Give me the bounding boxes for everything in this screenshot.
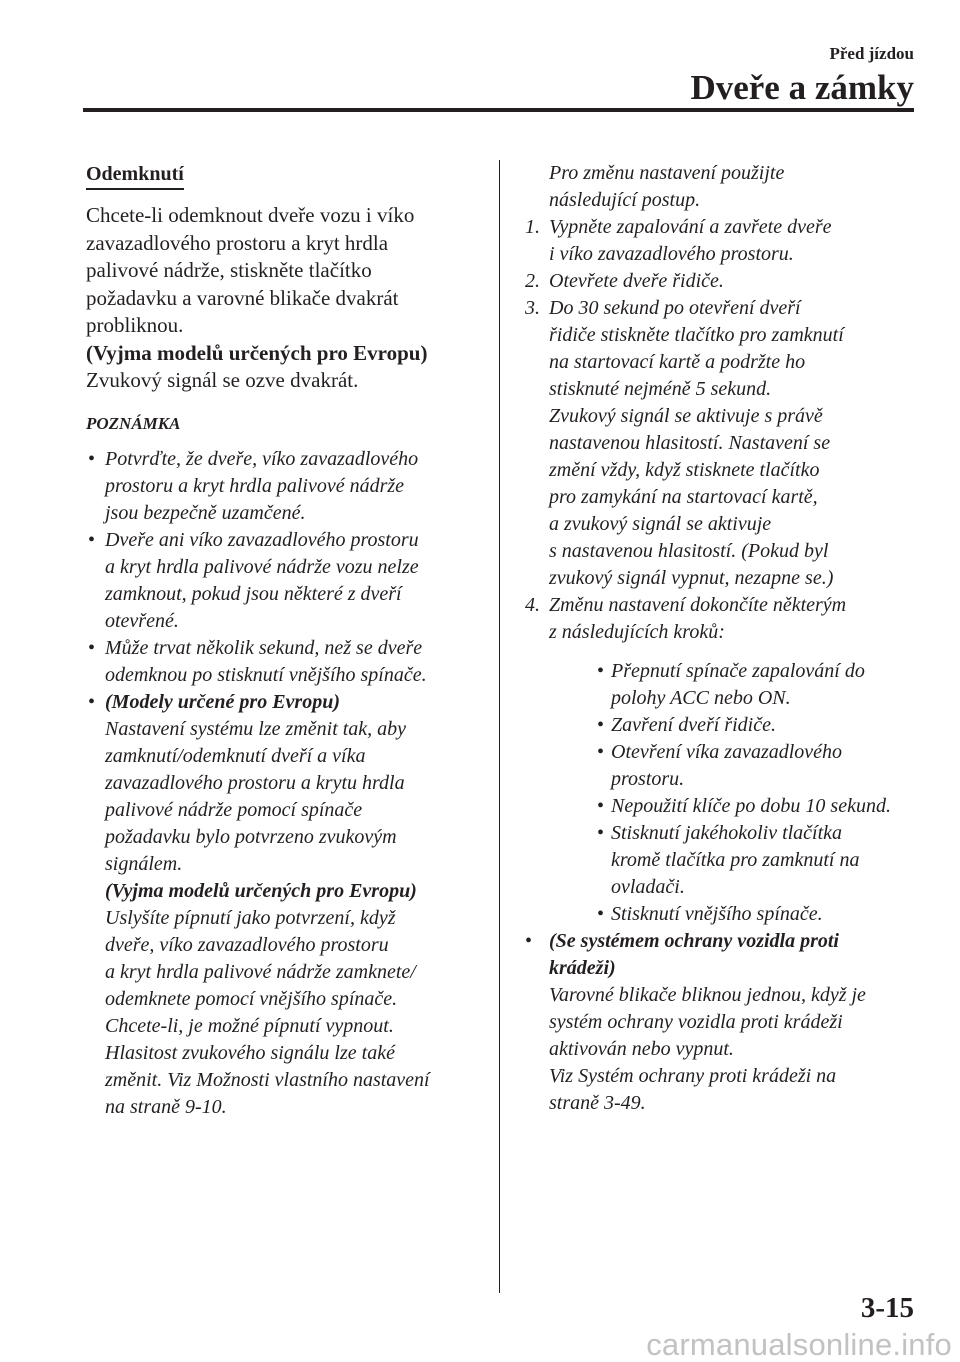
list-item: • Otevření víka zavazadlového prostoru. [597,741,843,790]
note-heading: POZNÁMKA [86,413,181,433]
bullet-icon: • [597,822,605,844]
list-item: • (Modely určené pro Evropu) Nastavení systému lze změnit tak, aby zamknutí/odemknutí dveří a víka zavazadlového prostoru a krytu hrdla palivové nádrže pomocí spínače požadavku bylo potvrzeno zvukovým signálem. (Vyjma modelů určených pro Evropu) Uslyšíte pípnutí jako potvrzení, když dveře, víko zavazadlového prostoru a kryt hrdla palivové nádrže zamknete/ odemknete pomocí vnějšího spínače. Chcete-li, je možné pípnutí vypnout. Hlasitost zvukového signálu lze také změnit. Viz Možnosti vlastního nastavení na straně 9-10. [88,690,430,1118]
step-item: 2. Otevřete dveře řidiče. [523,268,923,295]
theft-note-list [523,928,923,1117]
watermark: carmanualsonline.info [646,1327,952,1362]
step-number: 1. [525,216,540,238]
region-note: (Vyjma modelů určených pro Evropu) [86,340,428,365]
bullet-icon: • [88,528,96,551]
list-item: • Stisknutí jakéhokoliv tlačítka kromě tlačítka pro zamknutí na ovladači. [597,822,860,898]
step-number: 4. [525,594,540,616]
column-divider [499,160,500,1293]
page-header [690,44,914,110]
section-heading: Odemknutí [86,160,184,190]
procedure-intro: Pro změnu nastavení použijte následující postup. [549,162,785,211]
page-number: 3-15 [860,1292,914,1324]
step-number: 2. [525,270,540,292]
step-item: 1. Vypněte zapalování a zavřete dveře i víko zavazadlového prostoru. [525,216,832,265]
list-item: • Nepoužití klíče po dobu 10 sekund. [597,793,923,820]
list-item: • Může trvat několik sekund, než se dveře odemknou po stisknutí vnějšího spínače. [88,636,427,686]
bullet-icon: • [597,714,605,736]
list-item: • Přepnutí spínače zapalování do polohy ACC nebo ON. [597,660,865,709]
intro-paragraph: Chcete-li odemknout dveře vozu i víko zavazadlového prostoru a kryt hrdla palivové nádrže, stiskněte tlačítko požadavku a varovné blikače dvakrát probliknou. (Vyjma modelů určených pro Evropu) Zvukový signál se ozve dvakrát. [86,202,481,395]
procedure-steps [523,214,923,928]
list-item: • Potvrďte, že dveře, víko zavazadlového prostoru a kryt hrdla palivové nádrže jsou bezpečně uzamčené. [88,447,419,524]
bullet-icon: • [525,930,533,952]
bullet-icon: • [88,690,96,713]
list-item: • Stisknutí vnějšího spínače. [597,901,923,928]
list-item: • (Se systémem ochrany vozidla proti krádeži) Varovné blikače bliknou jednou, když je systém ochrany vozidla proti krádeži aktivován nebo vypnut. Viz Systém ochrany proti krádeži na straně 3-49. [525,930,866,1114]
chapter-title: Dveře a zámky [690,68,914,107]
bullet-icon: • [88,636,96,659]
bullet-icon: • [597,741,605,763]
right-column [523,160,923,1117]
section-name: Před jízdou [829,44,914,63]
step-item: 4. Změnu nastavení dokončíte některým z následujících kroků: • Přepnutí spínače zapalování do polohy ACC nebo ON. • Zavření dveří řidiče. • Otevření víka zavazadlového prostoru. • Nepoužití klíče po dobu 10 sekund. • Stisknutí jakéhokoliv tlačítka kromě tlačítka pro zamknutí na ovladači. • Stisknutí vnějšího spínače. [523,592,923,928]
left-column [86,160,481,1121]
list-item: • Dveře ani víko zavazadlového prostoru a kryt hrdla palivové nádrže vozu nelze zamknout, pokud jsou některé z dveří otevřené. [88,528,419,632]
bullet-icon: • [597,903,605,925]
header-rule [83,108,914,112]
note-list [86,446,481,1121]
list-item: • Zavření dveří řidiče. [597,712,923,739]
bullet-icon: • [88,447,96,470]
bullet-icon: • [597,795,605,817]
step-item: 3. Do 30 sekund po otevření dveří řidiče stiskněte tlačítko pro zamknutí na startovací kartě a podržte ho stisknuté nejméně 5 sekund. Zvukový signál se aktivuje s právě nastavenou hlasitostí. Nastavení se změní vždy, když stisknete tlačítko pro zamykání na startovací kartě, a zvukový signál se aktivuje s nastavenou hlasitostí. (Pokud byl zvukový signál vypnut, nezapne se.) [525,297,844,589]
completion-options [549,658,923,928]
step-number: 3. [525,297,540,319]
bullet-icon: • [597,660,605,682]
